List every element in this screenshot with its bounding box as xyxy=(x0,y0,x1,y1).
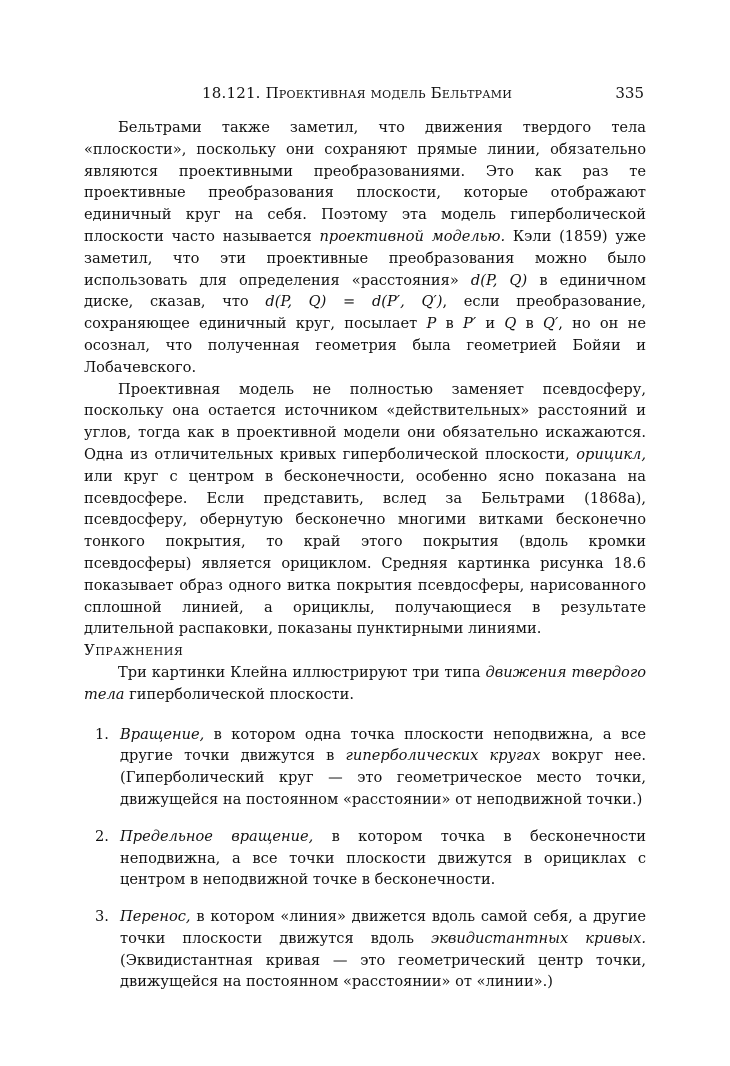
section-heading: Упражнения xyxy=(84,641,184,660)
exercises-intro xyxy=(84,662,646,706)
item-term: Вращение, xyxy=(120,725,205,743)
item-number: 2. xyxy=(95,827,109,845)
text-run: или круг с центром в бесконечности, особенно ясно показана на псевдосфере. Если представить, вслед за Бельтрами (1868а), псевдосферу, обернутую бесконечно многими витками бесконечно тонкого покрытия, то край этого покрытия (вдоль кромки псевдосферы) является орициклом. Средняя картинка рисунка 18.6 показывает образ одного витка покрытия псевдосферы, нарисованного сплошной линией, а орициклы, получающиеся в результате длительной распаковки, показаны пунктирными линиями. xyxy=(84,467,646,638)
math-expression: P xyxy=(426,315,437,333)
math-expression: Q′ xyxy=(543,315,559,333)
item-term: гиперболических кругах xyxy=(345,747,541,765)
paragraph-2 xyxy=(84,379,646,641)
list-item xyxy=(84,826,646,891)
list-item xyxy=(84,906,646,993)
item-term: эквидистантных кривых. xyxy=(430,929,646,947)
text-run: в котором точка в бесконечности неподвижна, а все точки плоскости движутся в орициклах с центром в неподвижной точке в бесконечности. xyxy=(120,827,646,889)
text-run: в xyxy=(436,315,463,333)
math-expression: d(P, Q) = d(P′, Q′) xyxy=(265,293,443,311)
page-body xyxy=(84,117,646,1008)
item-number: 3. xyxy=(95,908,109,926)
math-expression: P′ xyxy=(463,315,477,333)
item-term: Предельное вращение, xyxy=(120,827,314,845)
text-run: в котором одна точка плоскости неподвижна, а все другие точки движутся в xyxy=(120,725,646,765)
text-run: гиперболической плоскости. xyxy=(124,685,354,703)
item-number: 1. xyxy=(95,725,109,743)
text-run: вокруг нее. (Гиперболический круг — это геометрическое место точки, движущейся на постоянном «расстоянии» от неподвижной точки.) xyxy=(120,747,646,808)
math-expression: Q xyxy=(504,315,517,333)
math-expression: d(P, Q) xyxy=(470,271,528,289)
paragraph-1 xyxy=(84,117,646,379)
text-run: Три картинки Клейна иллюстрируют три типа xyxy=(118,663,486,681)
text-run: и xyxy=(476,315,505,333)
text-run: Кэли (1859) уже заметил, что эти проективные преобразования можно было использовать для определения «расстояния» xyxy=(84,227,646,289)
list-item xyxy=(84,724,646,811)
text-run: , если преобразование, сохраняющее единичный круг, посылает xyxy=(84,293,647,333)
text-run: Бельтрами также заметил, что движения твердого тела «плоскости», поскольку они сохраняют прямые линии, обязательно являются проективными преобразованиями. Это как раз те проективные преобразования плоскости, которые отображают единичный круг на себя. Поэтому эта модель гиперболической плоскости часто называется xyxy=(84,119,646,245)
exercise-list xyxy=(84,724,646,994)
term-rigid-motion: движения твердого тела xyxy=(84,663,646,703)
running-head xyxy=(84,84,644,106)
page-number: 335 xyxy=(615,84,644,102)
text-run: в единичном диске, сказав, что xyxy=(84,271,646,311)
text-run: Проективная модель не полностью заменяет псевдосферу, поскольку она остается источником «действительных» расстояний и углов, тогда как в проективной модели они обязательно искажаются. Одна из отличительных кривых гиперболической плоскости, xyxy=(84,380,646,463)
chapter-title: 18.121. Проективная модель Бельтрами xyxy=(202,84,513,102)
text-run: в xyxy=(516,315,543,333)
text-run: (Эквидистантная кривая — это геометрический центр точки, движущейся на постоянном «расстоянии» от «линии».) xyxy=(120,951,646,991)
term-horocycle: орицикл, xyxy=(576,445,646,463)
item-term: Перенос, xyxy=(120,908,191,926)
text-run: в котором «линия» движется вдоль самой себя, а другие точки плоскости движутся вдоль xyxy=(120,908,646,947)
text-run: , но он не осознал, что полученная геометрия была геометрией Бойяи и Лобачевского. xyxy=(84,315,647,376)
term-projective-model: проективной моделью. xyxy=(319,227,506,245)
